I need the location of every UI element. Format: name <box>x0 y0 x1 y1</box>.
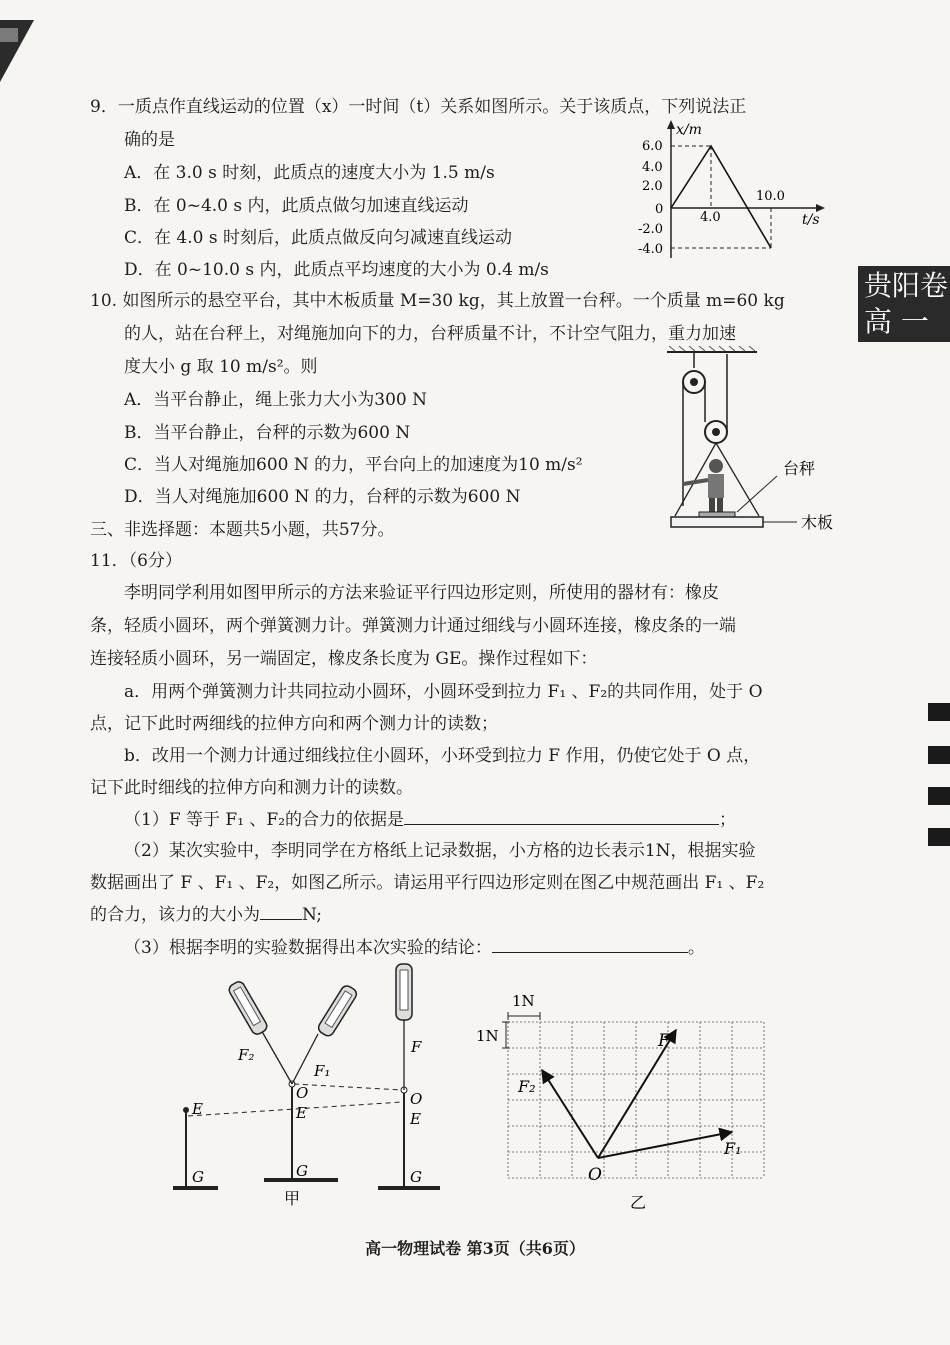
unit-label-h: 1N <box>512 992 535 1010</box>
label-G: G <box>296 1162 308 1180</box>
label-scale: 台秤 <box>783 459 816 478</box>
label-F: F <box>658 1031 670 1051</box>
board <box>671 517 763 527</box>
figure-jia <box>168 962 468 1212</box>
platform-figure <box>655 346 855 542</box>
q11-sub3-text: （3）根据李明的实验数据得出本次实验的结论： <box>124 938 492 958</box>
x-tick: 4.0 <box>700 210 721 225</box>
spring-scale-f2 <box>227 980 269 1036</box>
side-tab <box>858 266 950 342</box>
q11-sub2-cont <box>90 903 322 926</box>
label-F1: F₁ <box>724 1139 742 1158</box>
figure-yi <box>470 988 780 1216</box>
spring-scale-f1 <box>316 984 358 1038</box>
q11-sub2-text: 的合力，该力的大小为 <box>90 905 260 925</box>
q11-para: 条，轻质小圆环，两个弹簧测力计。弹簧测力计通过细线与小圆环连接，橡皮条的一端 <box>90 616 736 636</box>
x-axis-arrow <box>816 204 825 212</box>
figure-caption-yi: 乙 <box>630 1193 647 1212</box>
figure-caption-jia: 甲 <box>284 1189 301 1208</box>
q9-stem: 9．一质点作直线运动的位置（x）一时间（t）关系如图所示。关于该质点，下列说法正 <box>90 97 747 117</box>
margin-mark <box>928 703 950 721</box>
label-O: O <box>410 1090 423 1108</box>
q11-head: 11．（6分） <box>90 551 182 571</box>
margin-mark <box>928 828 950 846</box>
y-tick: -4.0 <box>638 242 664 257</box>
side-tab-line1: 贵阳卷 <box>864 269 949 302</box>
label-F1: F₁ <box>314 1062 331 1080</box>
q9-stem-cont: 确的是 <box>124 130 175 150</box>
q11-step-b: b．改用一个测力计通过细线拉住小圆环，小环受到拉力 F 作用，仍使它处于 O 点， <box>124 746 761 766</box>
dash-guide <box>294 1084 402 1090</box>
q9-option-a: A．在 3.0 s 时刻，此质点的速度大小为 1.5 m/s <box>124 163 495 183</box>
leader-line <box>737 476 777 512</box>
q11-sub1 <box>124 808 736 831</box>
person-body <box>708 474 724 498</box>
label-G: G <box>410 1168 422 1186</box>
label-board: 木板 <box>801 513 834 532</box>
q10-option-d: D．当人对绳施加600 N 的力，台秤的示数为600 N <box>124 487 521 507</box>
page-footer: 高一物理试卷 第3页（共6页） <box>365 1239 585 1258</box>
q10-stem: 10. 如图所示的悬空平台，其中木板质量 M=30 kg，其上放置一台秤。一个质量 m=60 kg <box>90 291 785 311</box>
label-O: O <box>588 1165 602 1185</box>
q10-stem-cont: 度大小 g 取 10 m/s²。则 <box>124 357 318 377</box>
label-F2: F₂ <box>238 1046 255 1064</box>
label-E: E <box>410 1110 421 1128</box>
q11-sub3 <box>124 936 705 959</box>
xt-graph <box>630 118 830 263</box>
y-tick: 0 <box>655 202 664 217</box>
y-tick: 4.0 <box>642 160 663 175</box>
y-tick: -2.0 <box>638 222 664 237</box>
scan-corner-mark <box>0 20 40 90</box>
q9-option-b: B．在 0~4.0 s 内，此质点做匀加速直线运动 <box>124 196 469 216</box>
y-tick: 2.0 <box>642 179 663 194</box>
y-tick: 6.0 <box>642 139 663 154</box>
x-tick: 10.0 <box>756 189 785 204</box>
vector-F1 <box>598 1132 732 1158</box>
spring-scale-f <box>396 964 412 1020</box>
label-F2: F₂ <box>518 1077 536 1096</box>
label-E: E <box>192 1100 203 1118</box>
answer-blank-1[interactable] <box>404 808 719 825</box>
q10-option-a: A．当平台静止，绳上张力大小为300 N <box>124 390 428 410</box>
unit-label-v: 1N <box>476 1027 499 1045</box>
q11-para: 连接轻质小圆环，另一端固定，橡皮条长度为 GE。操作过程如下： <box>90 649 598 669</box>
y-axis-arrow <box>667 120 675 129</box>
label-G: G <box>192 1168 204 1186</box>
q11-sub2: （2）某次实验中，李明同学在方格纸上记录数据，小方格的边长表示1N，根据实验 <box>124 841 756 861</box>
q11-step-b-cont: 记下此时细线的拉伸方向和测力计的读数。 <box>90 778 413 798</box>
dash-guide <box>188 1102 402 1116</box>
answer-blank-3[interactable] <box>492 936 688 953</box>
label-F: F <box>411 1038 422 1056</box>
margin-mark <box>928 787 950 805</box>
vector-F2 <box>542 1070 598 1158</box>
q9-option-c: C．在 4.0 s 时刻后，此质点做反向匀减速直线运动 <box>124 228 512 248</box>
label-E: E <box>296 1104 307 1122</box>
q11-step-a: a．用两个弹簧测力计共同拉动小圆环，小圆环受到拉力 F₁ 、F₂的共同作用，处于 O <box>124 682 763 702</box>
margin-mark <box>928 746 950 764</box>
q10-option-c: C．当人对绳施加600 N 的力，平台向上的加速度为10 m/s² <box>124 455 583 475</box>
q11-sub2-cont: 数据画出了 F 、F₁ 、F₂，如图乙所示。请运用平行四边形定则在图乙中规范画出 F₁ 、F₂ <box>90 873 765 893</box>
q11-sub1-text: （1）F 等于 F₁ 、F₂的合力的依据是 <box>124 810 405 830</box>
y-axis-label: x/m <box>676 122 702 138</box>
side-tab-line2: 高 一 <box>864 305 929 338</box>
q11-sub3-end: 。 <box>687 938 705 958</box>
q11-sub2-end: N; <box>302 905 322 925</box>
q10-option-b: B．当平台静止，台秤的示数为600 N <box>124 423 411 443</box>
q10-stem-cont: 的人，站在台秤上，对绳施加向下的力，台秤质量不计，不计空气阻力，重力加速 <box>124 324 736 344</box>
section-heading: 三、非选择题：本题共5小题，共57分。 <box>90 520 395 540</box>
q9-option-d: D．在 0~10.0 s 内，此质点平均速度的大小为 0.4 m/s <box>124 260 549 280</box>
q11-step-a-cont: 点，记下此时两细线的拉伸方向和两个测力计的读数； <box>90 714 498 734</box>
q11-sub1-end: ； <box>719 810 737 830</box>
label-O: O <box>296 1084 309 1102</box>
q11-para: 李明同学利用如图甲所示的方法来验证平行四边形定则，所使用的器材有：橡皮 <box>124 583 719 603</box>
x-axis-label: t/s <box>802 212 820 228</box>
answer-blank-2[interactable] <box>260 903 302 920</box>
person-head <box>709 459 723 473</box>
